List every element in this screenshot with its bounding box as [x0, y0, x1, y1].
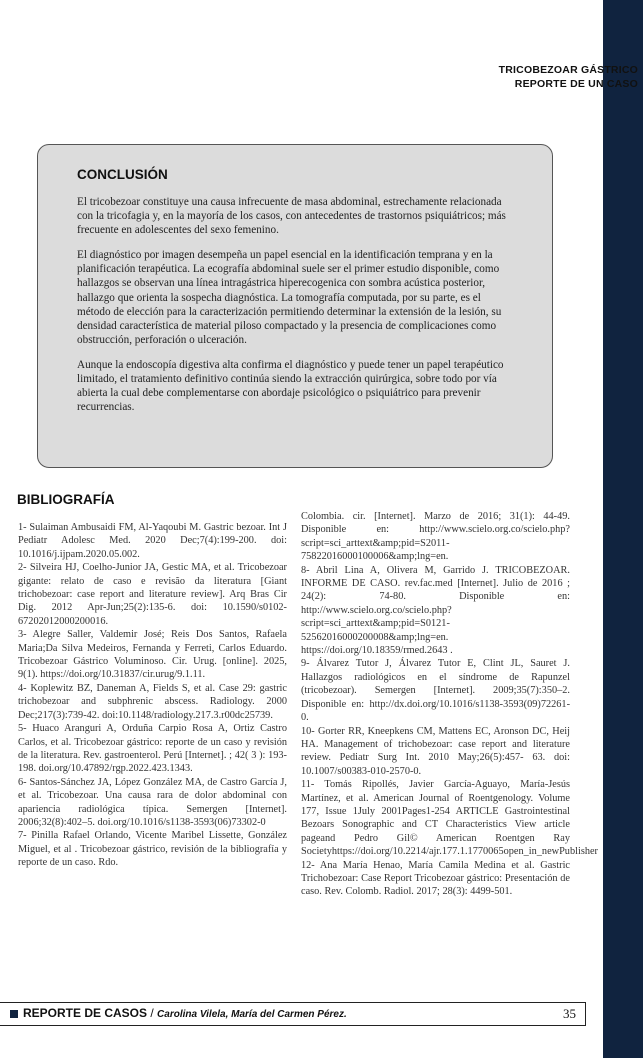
conclusion-paragraph-2: El diagnóstico por imagen desempeña un papel esencial en la identificación temprana y en la planificación terapéutica. La ecografía abdominal suele ser el primer estudio disponible, como hallazgos se observan una línea intragástrica hiperecogenica con sombra acústica posterior, hallazgo que orienta la sospecha diagnóstica. La tomografía computada, por su parte, es el método de elección para la caracterización permitiendo determinar la extensión de la lesión, su densidad característica de material piloso compactado y la presencia de complicaciones como obstrucción, perforación o ulceración.	[77, 249, 502, 346]
conclusion-paragraph-3: Aunque la endoscopía digestiva alta confirma el diagnóstico y puede tener un papel terapéutico limitado, el tratamiento definitivo continúa siendo la extracción quirúrgica, sobre todo por vía abierta la cual debe complementarse con abordaje psicológico o psiquiátrico para prevenir recurrencias.	[77, 358, 504, 414]
running-header-line-2: REPORTE DE UN CASO	[514, 78, 638, 90]
reference-10: 10- Gorter RR, Kneepkens CM, Mattens EC, Aronson DC, Heij HA. Management of trichobezoar: case report and literature review. Pediatr Surg Int. 2010 May;26(5):457- 63. doi: 10.1007/s00383-010-2570-0.	[301, 725, 570, 777]
reference-3: 3- Alegre Saller, Valdemir José; Reis Dos Santos, Rafaela Maria;Da Silva Medeiros, Fernanda y Ferreti, Carlos Eduardo. Tricobezoar Gástrico Voluminoso. Cir. Urug. [online]. 2025, 9(1). https://doi.org/10.31837/cir.urug/9.1.11.	[18, 629, 287, 681]
reference-9: 9- Álvarez Tutor J, Álvarez Tutor E, Clint JL, Sauret J. Hallazgos radiológicos en el síndrome de Rapunzel (tricobezoar). Semergen [Internet]. 2009;35(7):350–2. Disponible en: http://dx.doi.org/10.1016/s1138-3593(09)72261-0.	[301, 658, 570, 724]
footer-separator: /	[147, 1006, 158, 1020]
conclusion-paragraph-1: El tricobezoar constituye una causa infrecuente de masa abdominal, estrechamente relacionada con la tricofagia y, en la mayoría de los casos, con antecedentes de trastornos psiquiátricos; más frecuente en adolescentes del sexo femenino.	[77, 196, 506, 237]
side-accent-bar	[603, 0, 643, 1058]
reference-12: 12- Ana María Henao, María Camila Medina et al. Gastric Trichobezoar: Case Report Tricobezoar gástrico: Presentación de caso. Rev. Colomb. Radiol. 2017; 28(3): 4499-501.	[301, 859, 570, 898]
running-header-line-1: TRICOBEZOAR GÁSTRICO	[498, 64, 638, 76]
reference-8: 8- Abril Lina A, Olivera M, Garrido J. TRICOBEZOAR. INFORME DE CASO. rev.fac.med [Internet]. Julio de 2016 ; 24(2): 74-80. Disponible en: http://www.scielo.org.co/scielo.php?script=sci_arttext&amp;pid=S0121- 52562016000200008&amp;lng=en. https://doi.org/10.18359/rmed.2643 .	[301, 564, 570, 657]
page-footer	[0, 1002, 586, 1026]
reference-7: 7- Pinilla Rafael Orlando, Vicente Maribel Lissette, González Miguel, et al . Tricobezoar gástrico, revisión de la bibliografía y reporte de un caso. Rdo.	[18, 830, 287, 869]
bibliography-column-right	[301, 510, 598, 899]
reference-1: 1- Sulaiman Ambusaidi FM, Al-Yaqoubi M. Gastric bezoar. Int J Pediatr Adolesc Med. 2020 Dec;7(4):199-200. doi: 10.1016/j.ijpam.2020.05.002.	[18, 522, 287, 560]
running-header	[499, 63, 638, 91]
conclusion-title: CONCLUSIÓN	[77, 167, 168, 182]
reference-2: 2- Silveira HJ, Coelho-Junior JA, Gestic MA, et al. Tricobezoar gigante: relato de caso e revisão da literatura [Giant trichobezoar: case report and literature review]. Arq Bras Cir Dig. 2012 Apr-Jun;25(2):135-6. doi: 10.1590/s0102-67202012000200016.	[18, 562, 287, 627]
square-bullet-icon	[10, 1010, 18, 1018]
reference-5: 5- Huaco Aranguri A, Orduña Carpio Rosa A, Ortiz Castro Carlos, et al. Tricobezoar gástrico: reporte de un caso y revisión de la literatura. Rev. gastroenterol. Perú [Internet]. ; 42( 3 ): 193-198. doi.org/10.47892/rgp.2022.423.1343.	[18, 723, 287, 775]
conclusion-box	[37, 144, 553, 468]
bibliography-column-left	[18, 521, 287, 870]
footer-section-name: REPORTE DE CASOS	[23, 1006, 148, 1020]
reference-7-continued: Colombia. cir. [Internet]. Marzo de 2016; 31(1): 44-49. Disponible en: http://www.scielo.org.co/scielo.php?script=sci_arttext&amp;pid=S2011-75822016000100006&amp;lng=en.	[301, 511, 570, 563]
reference-11: 11- Tomás Ripollés, Javier García-Aguayo, María-Jesús Martínez, et al. American Journal of Roentgenology. Volume 177, Issue 1July 2001Pages1-254 ARTICLE Gastrointestinal Bezoars Sonographic and CT Characteristics View article pageand Pedro Gil© American Roentgen Ray Societyhttps://doi.org/10.2214/ajr.177.1.1770065open_in_newPublisher	[301, 779, 598, 858]
page-number: 35	[563, 1006, 576, 1021]
reference-6: 6- Santos-Sánchez JA, López González MA, de Castro García J, et al. Tricobezoar. Una causa rara de dolor abdominal con apariencia radiológica típica. Semergen [Internet]. 2006;32(8):402–5. doi.org/10.1016/s1138-3593(06)73302-0	[18, 776, 287, 828]
footer-section-label	[23, 1006, 347, 1020]
reference-4: 4- Koplewitz BZ, Daneman A, Fields S, et al. Case 29: gastric trichobezoar and subphrenic abscess. Radiology. 2000 Dec;217(3):739-42. doi:10.1148/radiology.217.3.r00dc25739.	[18, 682, 287, 721]
bibliography-title: BIBLIOGRAFÍA	[17, 492, 115, 507]
footer-authors: Carolina Vilela, María del Carmen Pérez.	[157, 1009, 347, 1020]
